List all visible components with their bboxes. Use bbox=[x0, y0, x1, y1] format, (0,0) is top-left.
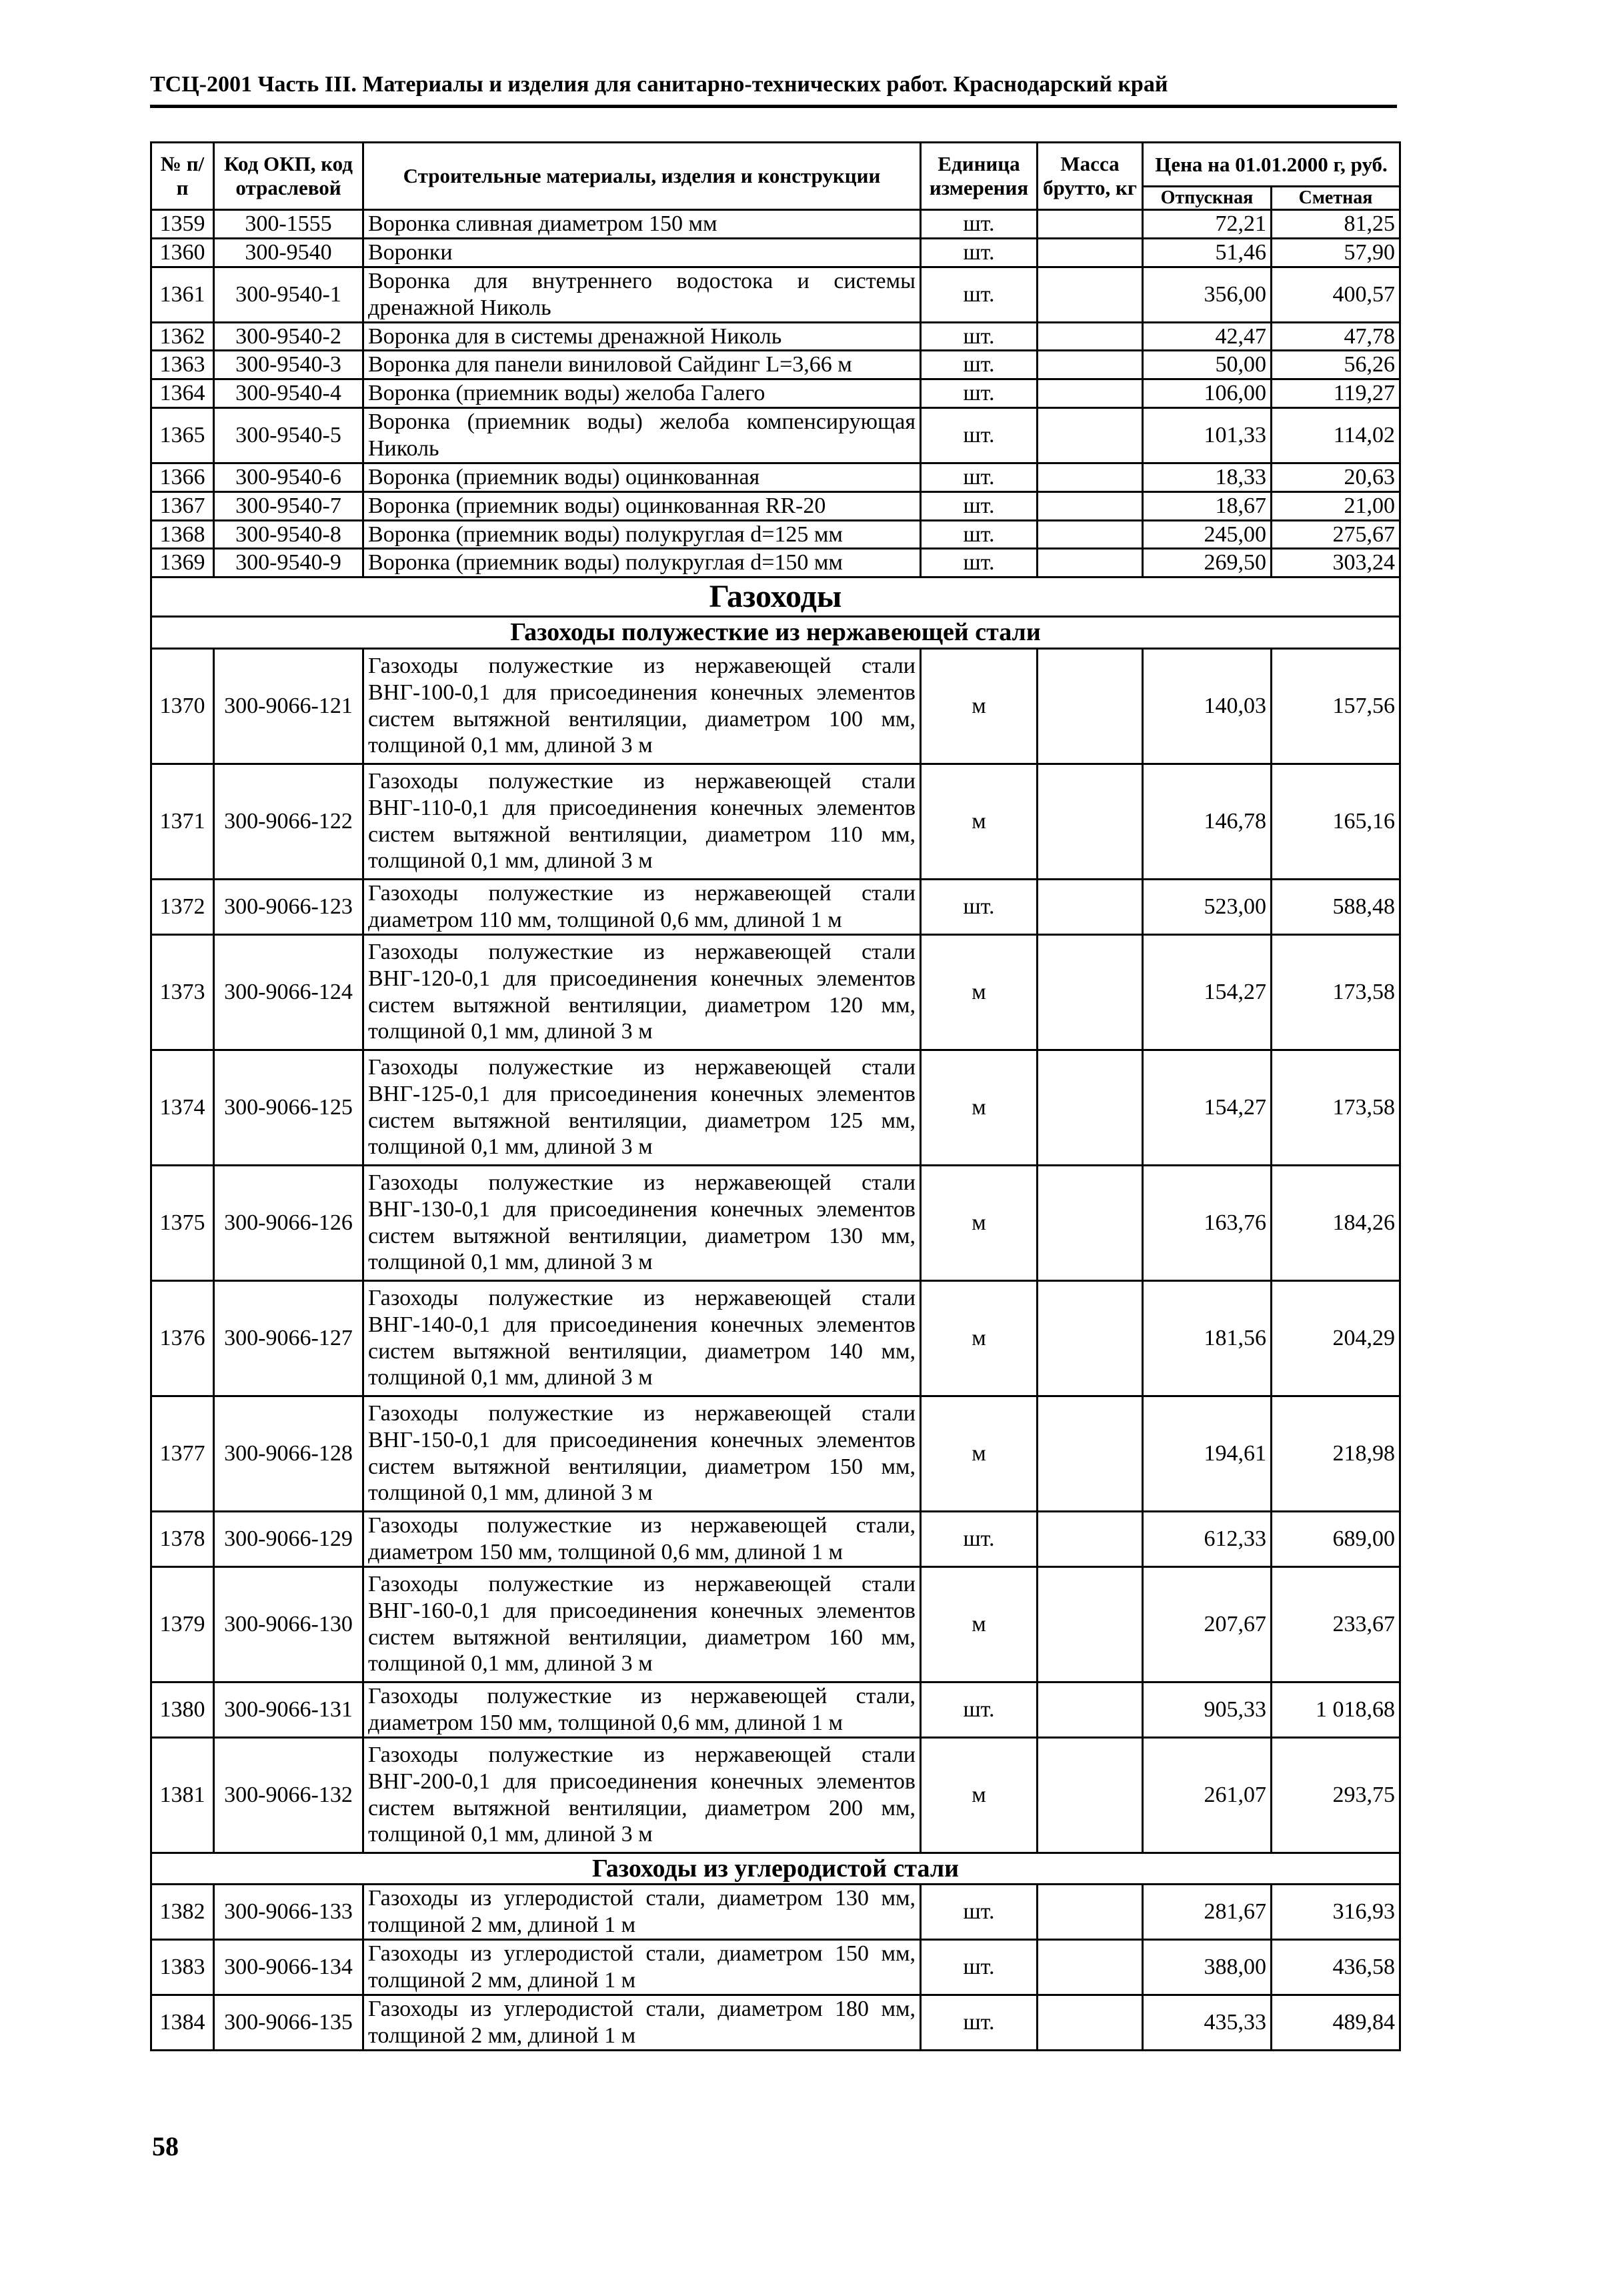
table-row bbox=[151, 934, 1400, 1050]
cell-name: Воронка (приемник воды) полукруглая d=150 мм bbox=[363, 549, 921, 578]
cell-name: Газоходы полужесткие из нержавеющей стали ВНГ-140-0,1 для присоединения конечных элементов систем вытяжной вентиляции, диаметром 140 мм, толщиной 0,1 мм, длиной 3 м bbox=[363, 1280, 921, 1396]
cell-unit: шт. bbox=[921, 351, 1038, 379]
cell-num: 1360 bbox=[151, 238, 214, 267]
cell-name: Газоходы полужесткие из нержавеющей стали ВНГ-125-0,1 для присоединения конечных элементов систем вытяжной вентиляции, диаметром 125 мм, толщиной 0,1 мм, длиной 3 м bbox=[363, 1050, 921, 1165]
col-header-release: Отпускная bbox=[1143, 187, 1272, 210]
table-row bbox=[151, 267, 1400, 322]
table-row bbox=[151, 648, 1400, 764]
cell-release-price: 163,76 bbox=[1143, 1165, 1272, 1280]
cell-estimate-price: 689,00 bbox=[1272, 1511, 1400, 1566]
subsection-title-carbon: Газоходы из углеродистой стали bbox=[151, 1853, 1400, 1884]
cell-mass bbox=[1038, 1885, 1143, 1940]
table-row bbox=[151, 1885, 1400, 1940]
cell-unit: шт. bbox=[921, 1940, 1038, 1995]
cell-estimate-price: 114,02 bbox=[1272, 408, 1400, 463]
cell-estimate-price: 275,67 bbox=[1272, 520, 1400, 549]
cell-mass bbox=[1038, 1682, 1143, 1737]
cell-unit: шт. bbox=[921, 210, 1038, 239]
price-table bbox=[150, 141, 1401, 2051]
cell-num: 1371 bbox=[151, 764, 214, 879]
cell-release-price: 50,00 bbox=[1143, 351, 1272, 379]
cell-num: 1362 bbox=[151, 322, 214, 351]
table-body-funnels bbox=[151, 210, 1400, 578]
cell-release-price: 18,33 bbox=[1143, 463, 1272, 492]
section-gas-ducts bbox=[151, 578, 1400, 649]
cell-num: 1367 bbox=[151, 491, 214, 520]
cell-release-price: 42,47 bbox=[1143, 322, 1272, 351]
cell-num: 1363 bbox=[151, 351, 214, 379]
cell-name: Газоходы полужесткие из нержавеющей стали ВНГ-110-0,1 для присоединения конечных элементов систем вытяжной вентиляции, диаметром 110 мм, толщиной 0,1 мм, длиной 3 м bbox=[363, 764, 921, 879]
cell-estimate-price: 173,58 bbox=[1272, 934, 1400, 1050]
subsection-title-stainless: Газоходы полужесткие из нержавеющей стали bbox=[151, 617, 1400, 648]
cell-name: Газоходы из углеродистой стали, диаметром 180 мм, толщиной 2 мм, длиной 1 м bbox=[363, 1995, 921, 2051]
cell-estimate-price: 173,58 bbox=[1272, 1050, 1400, 1165]
cell-mass bbox=[1038, 648, 1143, 764]
cell-release-price: 154,27 bbox=[1143, 1050, 1272, 1165]
cell-release-price: 281,67 bbox=[1143, 1885, 1272, 1940]
cell-name: Воронка сливная диаметром 150 мм bbox=[363, 210, 921, 239]
cell-estimate-price: 21,00 bbox=[1272, 491, 1400, 520]
cell-name: Газоходы полужесткие из нержавеющей стали ВНГ-150-0,1 для присоединения конечных элементов систем вытяжной вентиляции, диаметром 150 мм, толщиной 0,1 мм, длиной 3 м bbox=[363, 1396, 921, 1511]
cell-code: 300-9066-130 bbox=[214, 1566, 363, 1682]
cell-estimate-price: 184,26 bbox=[1272, 1165, 1400, 1280]
cell-unit: шт. bbox=[921, 408, 1038, 463]
cell-num: 1382 bbox=[151, 1885, 214, 1940]
cell-code: 300-9540-9 bbox=[214, 549, 363, 578]
cell-release-price: 72,21 bbox=[1143, 210, 1272, 239]
table-head bbox=[151, 143, 1400, 210]
cell-code: 300-9540 bbox=[214, 238, 363, 267]
cell-unit: шт. bbox=[921, 1511, 1038, 1566]
cell-mass bbox=[1038, 1165, 1143, 1280]
cell-name: Воронка (приемник воды) полукруглая d=125 мм bbox=[363, 520, 921, 549]
cell-name: Газоходы полужесткие из нержавеющей стали ВНГ-120-0,1 для присоединения конечных элементов систем вытяжной вентиляции, диаметром 120 мм, толщиной 0,1 мм, длиной 3 м bbox=[363, 934, 921, 1050]
cell-estimate-price: 316,93 bbox=[1272, 1885, 1400, 1940]
cell-code: 300-9066-133 bbox=[214, 1885, 363, 1940]
col-header-estimate: Сметная bbox=[1272, 187, 1400, 210]
cell-mass bbox=[1038, 408, 1143, 463]
cell-estimate-price: 20,63 bbox=[1272, 463, 1400, 492]
table-row bbox=[151, 764, 1400, 879]
section-title: Газоходы bbox=[151, 578, 1400, 617]
table-row bbox=[151, 1940, 1400, 1995]
cell-estimate-price: 204,29 bbox=[1272, 1280, 1400, 1396]
cell-mass bbox=[1038, 1280, 1143, 1396]
cell-unit: шт. bbox=[921, 1995, 1038, 2051]
col-header-name: Строительные материалы, изделия и конструкции bbox=[363, 143, 921, 210]
cell-mass bbox=[1038, 491, 1143, 520]
cell-code: 300-9066-122 bbox=[214, 764, 363, 879]
col-header-price: Цена на 01.01.2000 г, руб. bbox=[1143, 143, 1400, 187]
table-row bbox=[151, 1995, 1400, 2051]
cell-code: 300-9066-129 bbox=[214, 1511, 363, 1566]
table-row bbox=[151, 1165, 1400, 1280]
table-row bbox=[151, 238, 1400, 267]
table-body-stainless bbox=[151, 648, 1400, 1853]
cell-unit: м bbox=[921, 934, 1038, 1050]
table-row bbox=[151, 879, 1400, 934]
table-row bbox=[151, 210, 1400, 239]
cell-code: 300-1555 bbox=[214, 210, 363, 239]
cell-release-price: 51,46 bbox=[1143, 238, 1272, 267]
cell-unit: шт. bbox=[921, 520, 1038, 549]
cell-release-price: 388,00 bbox=[1143, 1940, 1272, 1995]
cell-mass bbox=[1038, 549, 1143, 578]
cell-unit: шт. bbox=[921, 267, 1038, 322]
table-row bbox=[151, 1566, 1400, 1682]
cell-unit: м bbox=[921, 764, 1038, 879]
cell-mass bbox=[1038, 267, 1143, 322]
cell-name: Газоходы из углеродистой стали, диаметром 130 мм, толщиной 2 мм, длиной 1 м bbox=[363, 1885, 921, 1940]
header-divider bbox=[150, 105, 1397, 108]
cell-estimate-price: 1 018,68 bbox=[1272, 1682, 1400, 1737]
cell-num: 1373 bbox=[151, 934, 214, 1050]
cell-num: 1361 bbox=[151, 267, 214, 322]
cell-code: 300-9066-124 bbox=[214, 934, 363, 1050]
table-row bbox=[151, 549, 1400, 578]
table-row bbox=[151, 1511, 1400, 1566]
cell-num: 1369 bbox=[151, 549, 214, 578]
cell-num: 1366 bbox=[151, 463, 214, 492]
cell-release-price: 207,67 bbox=[1143, 1566, 1272, 1682]
cell-release-price: 523,00 bbox=[1143, 879, 1272, 934]
cell-mass bbox=[1038, 764, 1143, 879]
cell-unit: шт. bbox=[921, 463, 1038, 492]
cell-estimate-price: 218,98 bbox=[1272, 1396, 1400, 1511]
cell-code: 300-9066-132 bbox=[214, 1737, 363, 1853]
cell-mass bbox=[1038, 322, 1143, 351]
cell-name: Газоходы из углеродистой стали, диаметром 150 мм, толщиной 2 мм, длиной 1 м bbox=[363, 1940, 921, 1995]
col-header-code: Код ОКП, код отраслевой bbox=[214, 143, 363, 210]
cell-name: Газоходы полужесткие из нержавеющей стали ВНГ-130-0,1 для присоединения конечных элементов систем вытяжной вентиляции, диаметром 130 мм, толщиной 0,1 мм, длиной 3 м bbox=[363, 1165, 921, 1280]
table-body-carbon bbox=[151, 1885, 1400, 2051]
cell-name: Воронка (приемник воды) желоба Галего bbox=[363, 379, 921, 408]
cell-code: 300-9066-125 bbox=[214, 1050, 363, 1165]
cell-num: 1380 bbox=[151, 1682, 214, 1737]
cell-name: Воронка для в системы дренажной Николь bbox=[363, 322, 921, 351]
cell-num: 1378 bbox=[151, 1511, 214, 1566]
cell-num: 1365 bbox=[151, 408, 214, 463]
cell-code: 300-9066-126 bbox=[214, 1165, 363, 1280]
cell-unit: шт. bbox=[921, 1885, 1038, 1940]
cell-unit: м bbox=[921, 1396, 1038, 1511]
cell-code: 300-9066-135 bbox=[214, 1995, 363, 2051]
section-carbon bbox=[151, 1853, 1400, 1884]
cell-num: 1377 bbox=[151, 1396, 214, 1511]
table-row bbox=[151, 1280, 1400, 1396]
cell-unit: м bbox=[921, 1566, 1038, 1682]
cell-release-price: 194,61 bbox=[1143, 1396, 1272, 1511]
cell-mass bbox=[1038, 463, 1143, 492]
cell-unit: шт. bbox=[921, 549, 1038, 578]
table-row bbox=[151, 1682, 1400, 1737]
cell-name: Газоходы полужесткие из нержавеющей стали ВНГ-160-0,1 для присоединения конечных элементов систем вытяжной вентиляции, диаметром 160 мм, толщиной 0,1 мм, длиной 3 м bbox=[363, 1566, 921, 1682]
table-row bbox=[151, 351, 1400, 379]
cell-name: Воронки bbox=[363, 238, 921, 267]
cell-num: 1384 bbox=[151, 1995, 214, 2051]
cell-name: Газоходы полужесткие из нержавеющей стали, диаметром 150 мм, толщиной 0,6 мм, длиной 1 м bbox=[363, 1511, 921, 1566]
cell-estimate-price: 81,25 bbox=[1272, 210, 1400, 239]
cell-name: Воронка (приемник воды) желоба компенсирующая Николь bbox=[363, 408, 921, 463]
cell-mass bbox=[1038, 379, 1143, 408]
cell-release-price: 106,00 bbox=[1143, 379, 1272, 408]
cell-num: 1376 bbox=[151, 1280, 214, 1396]
cell-code: 300-9540-1 bbox=[214, 267, 363, 322]
cell-unit: шт. bbox=[921, 322, 1038, 351]
cell-code: 300-9066-131 bbox=[214, 1682, 363, 1737]
cell-name: Воронка (приемник воды) оцинкованная RR-20 bbox=[363, 491, 921, 520]
cell-num: 1379 bbox=[151, 1566, 214, 1682]
col-header-num: № п/п bbox=[151, 143, 214, 210]
table-row bbox=[151, 491, 1400, 520]
table-row bbox=[151, 408, 1400, 463]
table-row bbox=[151, 322, 1400, 351]
cell-unit: м bbox=[921, 648, 1038, 764]
cell-estimate-price: 165,16 bbox=[1272, 764, 1400, 879]
cell-mass bbox=[1038, 351, 1143, 379]
cell-unit: шт. bbox=[921, 879, 1038, 934]
cell-unit: м bbox=[921, 1050, 1038, 1165]
cell-estimate-price: 436,58 bbox=[1272, 1940, 1400, 1995]
cell-mass bbox=[1038, 210, 1143, 239]
cell-code: 300-9540-7 bbox=[214, 491, 363, 520]
cell-code: 300-9540-3 bbox=[214, 351, 363, 379]
table-row bbox=[151, 1050, 1400, 1165]
cell-num: 1375 bbox=[151, 1165, 214, 1280]
table-row bbox=[151, 1396, 1400, 1511]
cell-release-price: 356,00 bbox=[1143, 267, 1272, 322]
cell-estimate-price: 56,26 bbox=[1272, 351, 1400, 379]
cell-code: 300-9540-2 bbox=[214, 322, 363, 351]
cell-name: Газоходы полужесткие из нержавеющей стали ВНГ-100-0,1 для присоединения конечных элементов систем вытяжной вентиляции, диаметром 100 мм, толщиной 0,1 мм, длиной 3 м bbox=[363, 648, 921, 764]
cell-estimate-price: 489,84 bbox=[1272, 1995, 1400, 2051]
table-row bbox=[151, 463, 1400, 492]
cell-name: Воронка для внутреннего водостока и системы дренажной Николь bbox=[363, 267, 921, 322]
cell-code: 300-9066-134 bbox=[214, 1940, 363, 1995]
cell-code: 300-9066-123 bbox=[214, 879, 363, 934]
cell-unit: шт. bbox=[921, 238, 1038, 267]
cell-estimate-price: 233,67 bbox=[1272, 1566, 1400, 1682]
cell-estimate-price: 57,90 bbox=[1272, 238, 1400, 267]
cell-release-price: 269,50 bbox=[1143, 549, 1272, 578]
cell-release-price: 181,56 bbox=[1143, 1280, 1272, 1396]
table-row bbox=[151, 1737, 1400, 1853]
cell-name: Газоходы полужесткие из нержавеющей стали, диаметром 150 мм, толщиной 0,6 мм, длиной 1 м bbox=[363, 1682, 921, 1737]
cell-mass bbox=[1038, 1396, 1143, 1511]
cell-num: 1368 bbox=[151, 520, 214, 549]
cell-release-price: 612,33 bbox=[1143, 1511, 1272, 1566]
cell-unit: м bbox=[921, 1280, 1038, 1396]
cell-mass bbox=[1038, 1050, 1143, 1165]
cell-code: 300-9540-6 bbox=[214, 463, 363, 492]
cell-release-price: 261,07 bbox=[1143, 1737, 1272, 1853]
page-header-title: ТСЦ-2001 Часть III. Материалы и изделия для санитарно-технических работ. Краснодарский край bbox=[150, 72, 1168, 97]
cell-num: 1381 bbox=[151, 1737, 214, 1853]
cell-mass bbox=[1038, 1566, 1143, 1682]
cell-code: 300-9066-121 bbox=[214, 648, 363, 764]
cell-code: 300-9540-5 bbox=[214, 408, 363, 463]
table-row bbox=[151, 379, 1400, 408]
cell-num: 1364 bbox=[151, 379, 214, 408]
col-header-mass: Масса брутто, кг bbox=[1038, 143, 1143, 210]
cell-estimate-price: 119,27 bbox=[1272, 379, 1400, 408]
cell-num: 1370 bbox=[151, 648, 214, 764]
cell-release-price: 18,67 bbox=[1143, 491, 1272, 520]
cell-estimate-price: 47,78 bbox=[1272, 322, 1400, 351]
col-header-unit: Единица измерения bbox=[921, 143, 1038, 210]
page-number: 58 bbox=[152, 2131, 179, 2161]
cell-release-price: 146,78 bbox=[1143, 764, 1272, 879]
cell-release-price: 245,00 bbox=[1143, 520, 1272, 549]
cell-unit: шт. bbox=[921, 491, 1038, 520]
cell-mass bbox=[1038, 879, 1143, 934]
cell-mass bbox=[1038, 1511, 1143, 1566]
cell-code: 300-9540-8 bbox=[214, 520, 363, 549]
cell-release-price: 154,27 bbox=[1143, 934, 1272, 1050]
cell-unit: м bbox=[921, 1737, 1038, 1853]
cell-name: Воронка (приемник воды) оцинкованная bbox=[363, 463, 921, 492]
cell-estimate-price: 293,75 bbox=[1272, 1737, 1400, 1853]
table-row bbox=[151, 520, 1400, 549]
cell-name: Газоходы полужесткие из нержавеющей стали диаметром 110 мм, толщиной 0,6 мм, длиной 1 м bbox=[363, 879, 921, 934]
cell-name: Воронка для панели виниловой Сайдинг L=3,66 м bbox=[363, 351, 921, 379]
cell-mass bbox=[1038, 1940, 1143, 1995]
cell-mass bbox=[1038, 238, 1143, 267]
cell-release-price: 435,33 bbox=[1143, 1995, 1272, 2051]
cell-mass bbox=[1038, 520, 1143, 549]
cell-release-price: 140,03 bbox=[1143, 648, 1272, 764]
cell-mass bbox=[1038, 934, 1143, 1050]
cell-code: 300-9066-128 bbox=[214, 1396, 363, 1511]
cell-unit: шт. bbox=[921, 1682, 1038, 1737]
cell-release-price: 101,33 bbox=[1143, 408, 1272, 463]
cell-unit: м bbox=[921, 1165, 1038, 1280]
cell-num: 1372 bbox=[151, 879, 214, 934]
cell-estimate-price: 303,24 bbox=[1272, 549, 1400, 578]
cell-num: 1374 bbox=[151, 1050, 214, 1165]
cell-estimate-price: 400,57 bbox=[1272, 267, 1400, 322]
cell-mass bbox=[1038, 1737, 1143, 1853]
cell-code: 300-9066-127 bbox=[214, 1280, 363, 1396]
cell-num: 1383 bbox=[151, 1940, 214, 1995]
cell-code: 300-9540-4 bbox=[214, 379, 363, 408]
cell-estimate-price: 588,48 bbox=[1272, 879, 1400, 934]
cell-unit: шт. bbox=[921, 379, 1038, 408]
cell-release-price: 905,33 bbox=[1143, 1682, 1272, 1737]
cell-name: Газоходы полужесткие из нержавеющей стали ВНГ-200-0,1 для присоединения конечных элементов систем вытяжной вентиляции, диаметром 200 мм, толщиной 0,1 мм, длиной 3 м bbox=[363, 1737, 921, 1853]
cell-mass bbox=[1038, 1995, 1143, 2051]
cell-estimate-price: 157,56 bbox=[1272, 648, 1400, 764]
cell-num: 1359 bbox=[151, 210, 214, 239]
